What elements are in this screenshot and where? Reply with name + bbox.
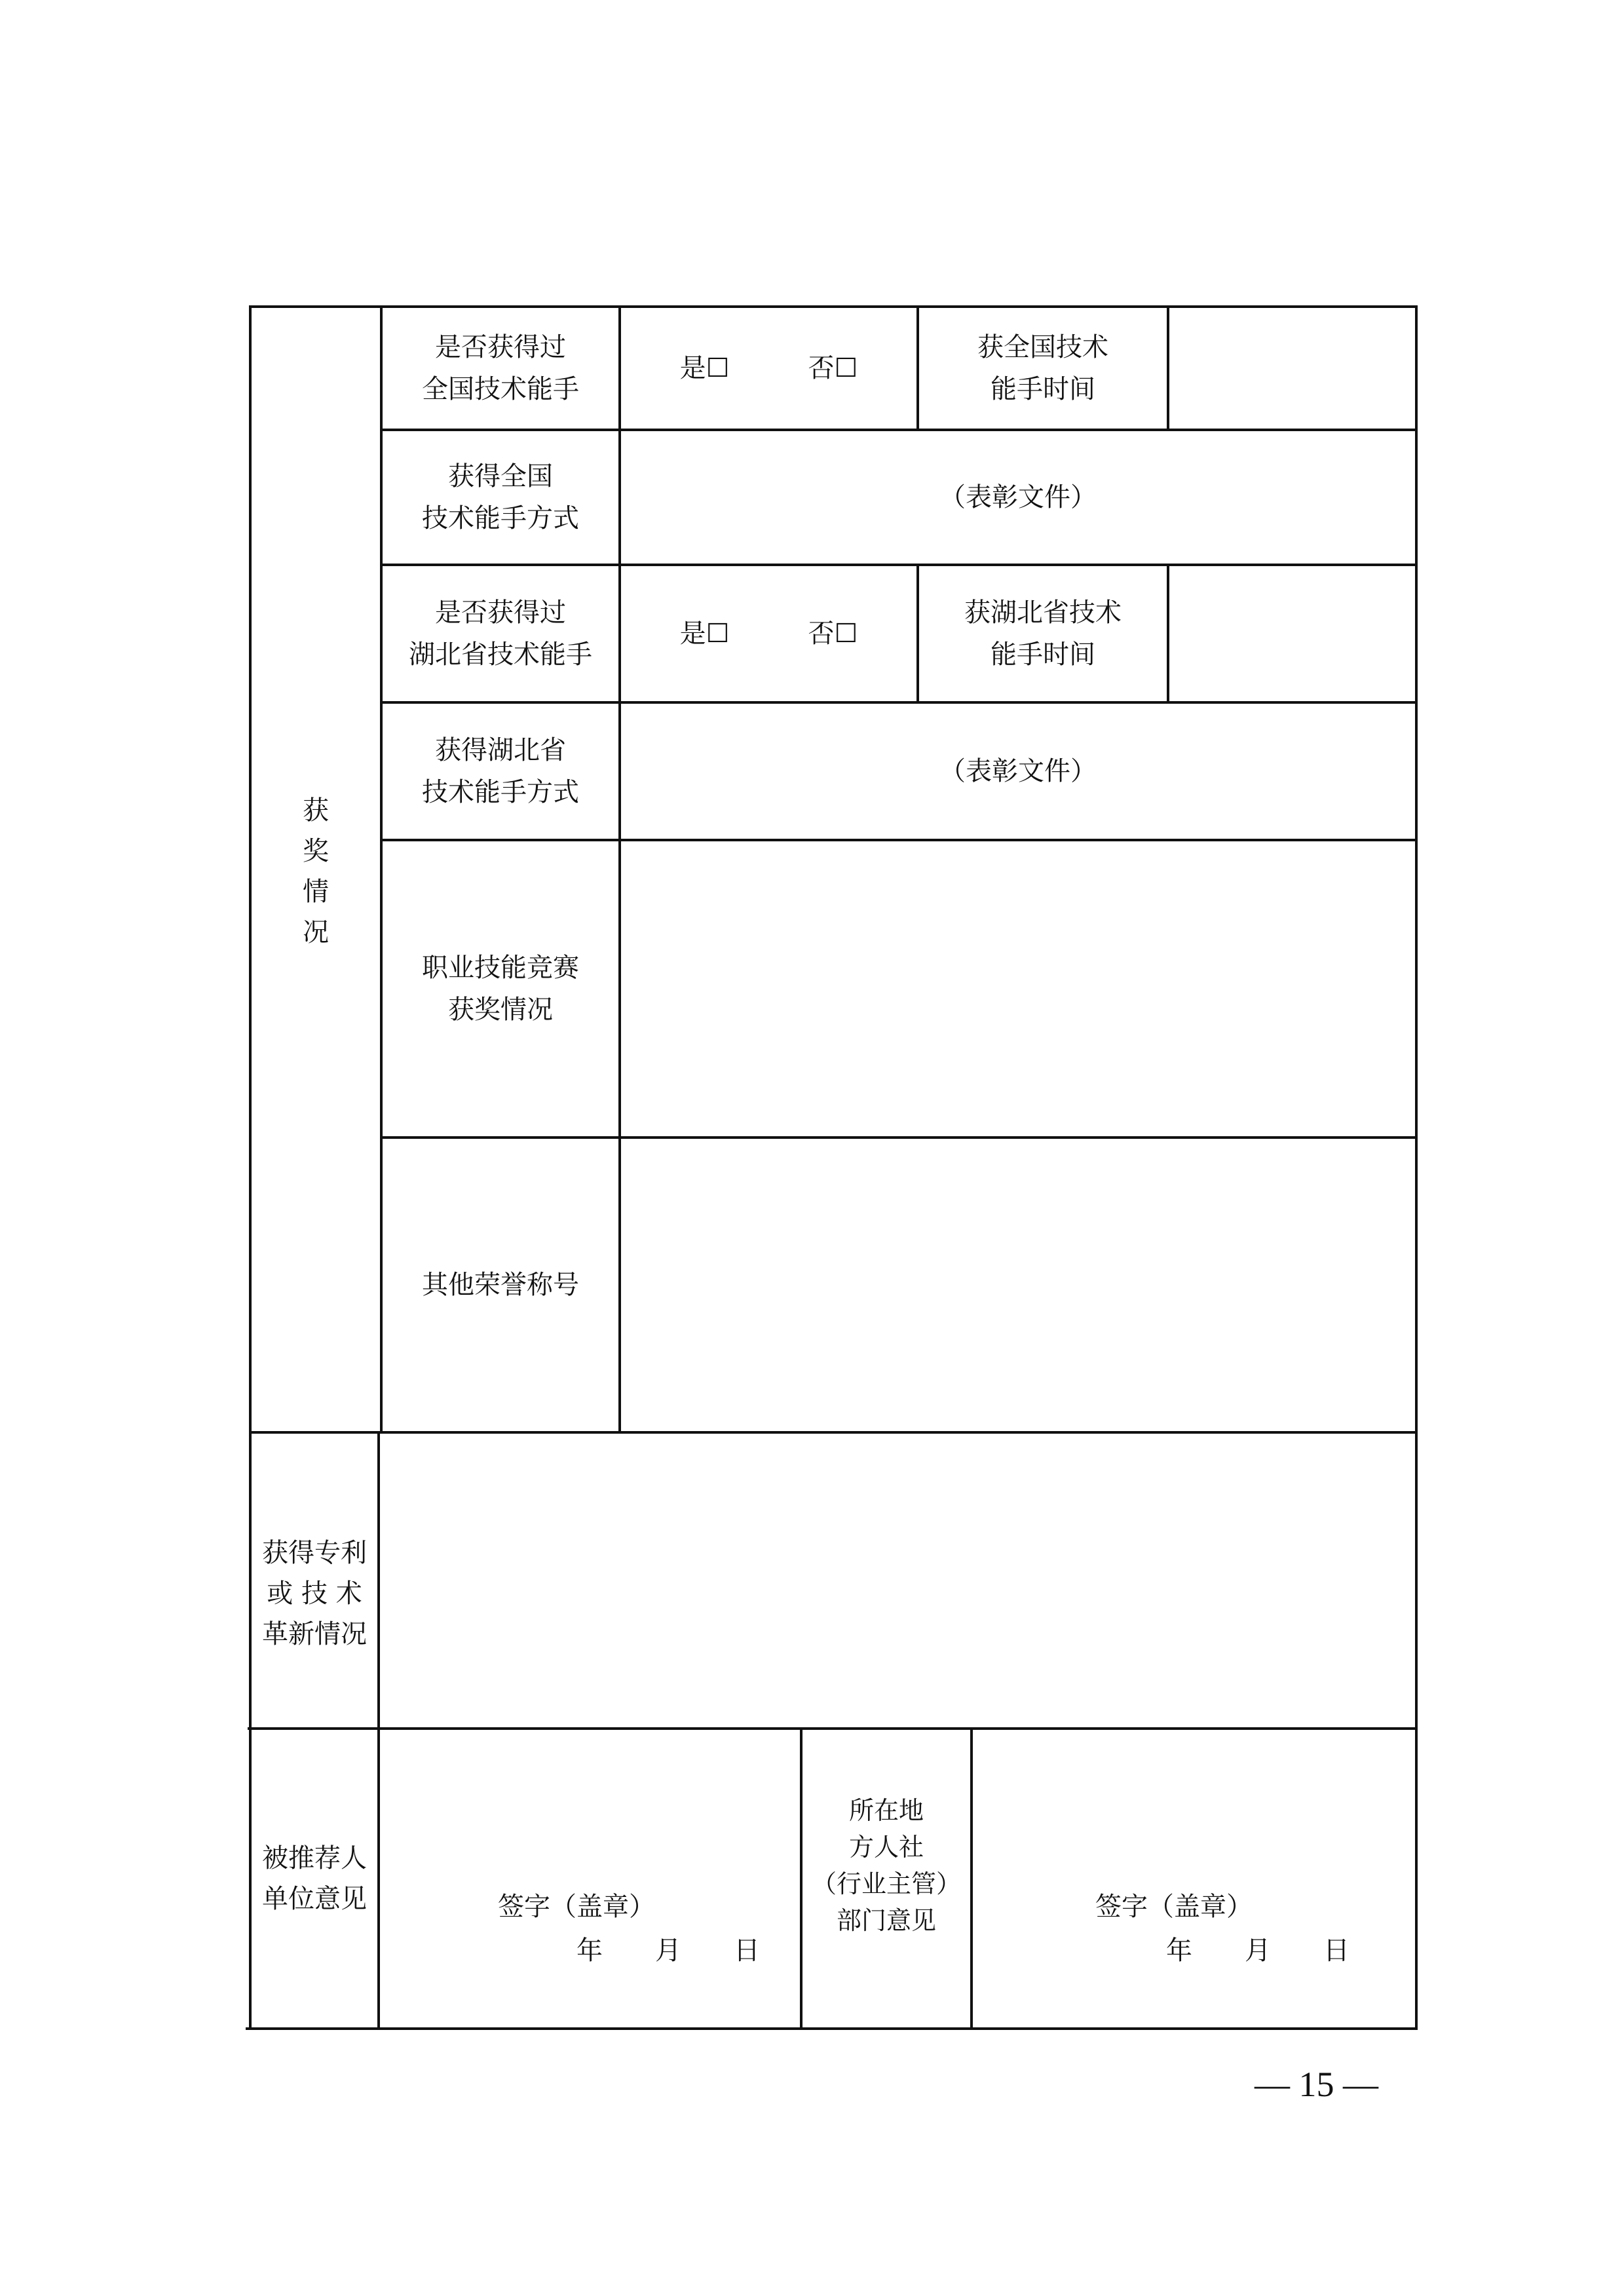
national-time-label-line-1: 获全国技术 <box>977 332 1108 362</box>
competition-label-line-1: 职业技能竞赛 <box>422 953 579 983</box>
patent-label-line-2: 或 技 术 <box>267 1578 362 1609</box>
competition-label <box>383 841 618 1136</box>
honors-label <box>383 1139 618 1431</box>
national-obtained-label <box>383 308 618 429</box>
competition-label-line-2: 获奖情况 <box>448 995 553 1025</box>
hubei-method-label <box>383 704 618 839</box>
honors-label-text: 其他荣誉称号 <box>422 1270 579 1300</box>
patent-value[interactable] <box>380 1434 1415 1727</box>
hubei-time-value[interactable] <box>1169 566 1415 701</box>
hubei-time-label-line-1: 获湖北省技术 <box>964 598 1122 628</box>
awards-section-label <box>252 773 380 970</box>
hubei-obtained-label-line-1: 是否获得过 <box>435 598 566 628</box>
national-method-hint: （表彰文件） <box>939 482 1097 512</box>
national-time-value[interactable] <box>1169 308 1415 429</box>
national-obtained-label-line-1: 是否获得过 <box>435 332 566 362</box>
unit-sign-label: 签字（盖章） <box>498 1892 655 1922</box>
patent-label <box>252 1434 377 1727</box>
hubei-obtained-label <box>383 566 618 701</box>
dept-label-line-2: 方人社 <box>848 1833 924 1862</box>
national-method-label <box>383 431 618 564</box>
hubei-time-label <box>919 566 1167 701</box>
hubei-method-value[interactable] <box>621 704 1415 839</box>
national-method-label-line-2: 技术能手方式 <box>422 503 579 533</box>
page-number: — 15 — <box>1255 2065 1378 2104</box>
unit-opinion-label-line-1: 被推荐人 <box>262 1843 367 1873</box>
national-obtained-label-line-2: 全国技术能手 <box>422 374 579 404</box>
competition-value[interactable] <box>621 841 1415 1136</box>
hubei-method-label-line-1: 获得湖北省 <box>435 735 566 765</box>
dept-opinion-label <box>803 1730 970 2027</box>
unit-opinion-label-line-2: 单位意见 <box>262 1884 367 1914</box>
dept-sign-label: 签字（盖章） <box>1095 1892 1253 1922</box>
hubei-method-hint: （表彰文件） <box>939 756 1097 786</box>
hubei-no-checkbox[interactable]: 否☐ <box>808 619 858 649</box>
hubei-obtained-label-line-2: 湖北省技术能手 <box>409 640 592 670</box>
dept-label-line-3: （行业主管） <box>811 1869 961 1898</box>
national-no-checkbox[interactable]: 否☐ <box>808 353 858 383</box>
awards-label-char-3: 情 <box>303 877 329 907</box>
patent-label-line-1: 获得专利 <box>262 1538 367 1568</box>
awards-label-char-4: 况 <box>303 917 329 947</box>
awards-label-char-1: 获 <box>303 795 329 826</box>
awards-label-char-2: 奖 <box>303 836 329 866</box>
dept-date-label: 年 月 日 <box>1166 1936 1350 1966</box>
hubei-yes-checkbox[interactable]: 是☐ <box>679 619 730 649</box>
unit-opinion-area[interactable] <box>380 1730 800 2027</box>
hubei-method-label-line-2: 技术能手方式 <box>422 777 579 807</box>
national-obtained-choice <box>621 308 916 429</box>
national-method-value[interactable] <box>621 431 1415 564</box>
patent-label-line-3: 革新情况 <box>262 1619 367 1649</box>
national-method-label-line-1: 获得全国 <box>448 461 553 491</box>
dept-opinion-area[interactable] <box>973 1730 1415 2027</box>
hubei-time-label-line-2: 能手时间 <box>991 640 1095 670</box>
unit-opinion-label <box>252 1730 377 2027</box>
unit-date-label: 年 月 日 <box>576 1936 760 1966</box>
table-border-bottom <box>246 2027 1416 2030</box>
national-time-label <box>919 308 1167 429</box>
honors-value[interactable] <box>621 1139 1415 1431</box>
dept-label-line-4: 部门意见 <box>836 1906 936 1935</box>
hubei-obtained-choice <box>621 566 916 701</box>
dept-label-line-1: 所在地 <box>848 1796 924 1825</box>
national-yes-checkbox[interactable]: 是☐ <box>679 353 730 383</box>
national-time-label-line-2: 能手时间 <box>991 374 1095 404</box>
